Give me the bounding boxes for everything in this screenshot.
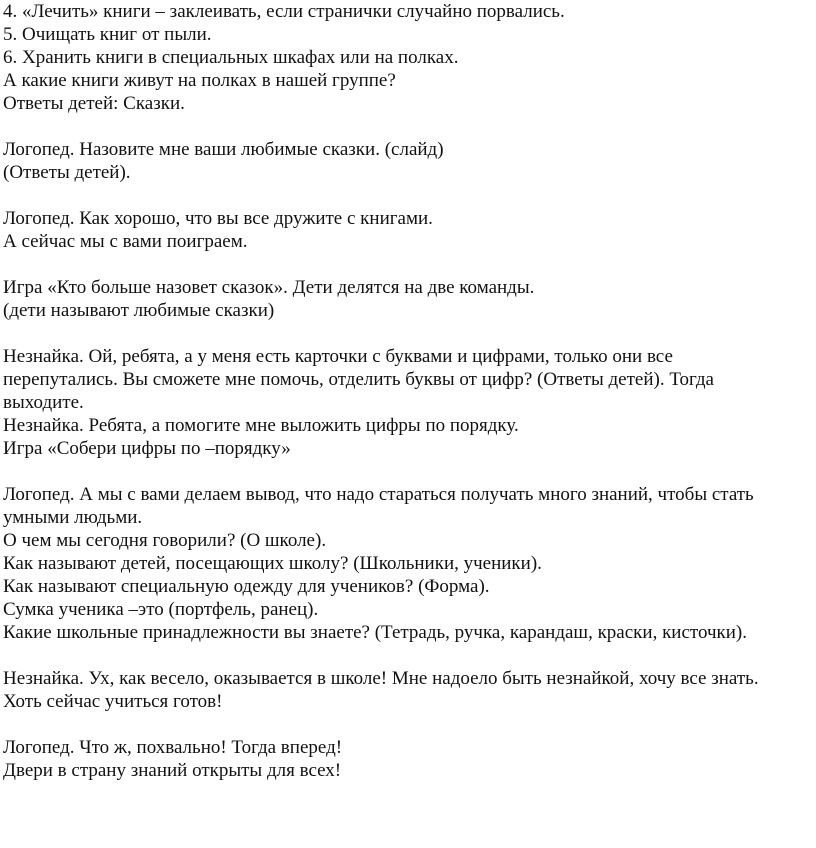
text-line: 5. Очищать книг от пыли. bbox=[3, 24, 212, 45]
text-line: Как называют детей, посещающих школу? (Школьники, ученики). bbox=[3, 553, 542, 574]
text-line: О чем мы сегодня говорили? (О школе). bbox=[3, 530, 327, 551]
text-line: Незнайка. Ой, ребята, а у меня есть карточки с буквами и цифрами, только они все bbox=[3, 346, 673, 367]
text-line: Игра «Кто больше назовет сказок». Дети делятся на две команды. bbox=[3, 277, 535, 298]
text-line: Сумка ученика –это (портфель, ранец). bbox=[3, 599, 319, 620]
text-line: Логопед. Что ж, похвально! Тогда вперед! bbox=[3, 737, 343, 758]
text-line: 4. «Лечить» книги – заклеивать, если странички случайно порвались. bbox=[3, 1, 565, 22]
text-line: Незнайка. Ребята, а помогите мне выложить цифры по порядку. bbox=[3, 415, 519, 436]
blank-line bbox=[3, 460, 813, 483]
text-line: Хоть сейчас учиться готов! bbox=[3, 691, 223, 712]
text-line: Ответы детей: Сказки. bbox=[3, 93, 185, 114]
text-line: Какие школьные принадлежности вы знаете? (Тетрадь, ручка, карандаш, краски, кисточки). bbox=[3, 622, 747, 643]
text-line: Игра «Собери цифры по –порядку» bbox=[3, 438, 291, 459]
text-line: (дети называют любимые сказки) bbox=[3, 300, 275, 321]
document-body bbox=[3, 0, 813, 782]
text-line: А какие книги живут на полках в нашей группе? bbox=[3, 70, 396, 91]
blank-line bbox=[3, 644, 813, 667]
blank-line bbox=[3, 115, 813, 138]
text-line: Логопед. Как хорошо, что вы все дружите с книгами. bbox=[3, 208, 433, 229]
text-line: Логопед. А мы с вами делаем вывод, что надо стараться получать много знаний, чтобы стать bbox=[3, 484, 754, 505]
blank-line bbox=[3, 184, 813, 207]
blank-line bbox=[3, 713, 813, 736]
text-line: Незнайка. Ух, как весело, оказывается в школе! Мне надоело быть незнайкой, хочу все знать. bbox=[3, 668, 759, 689]
text-line: умными людьми. bbox=[3, 507, 143, 528]
text-line: перепутались. Вы сможете мне помочь, отделить буквы от цифр? (Ответы детей). Тогда bbox=[3, 369, 714, 390]
text-line: (Ответы детей). bbox=[3, 162, 131, 183]
text-line: Как называют специальную одежду для учеников? (Форма). bbox=[3, 576, 490, 597]
text-line: Двери в страну знаний открыты для всех! bbox=[3, 760, 342, 781]
blank-line bbox=[3, 322, 813, 345]
text-line: А сейчас мы с вами поиграем. bbox=[3, 231, 248, 252]
text-line: 6. Хранить книги в специальных шкафах или на полках. bbox=[3, 47, 459, 68]
blank-line bbox=[3, 253, 813, 276]
text-line: Логопед. Назовите мне ваши любимые сказки. (слайд) bbox=[3, 139, 444, 160]
text-line: выходите. bbox=[3, 392, 84, 413]
